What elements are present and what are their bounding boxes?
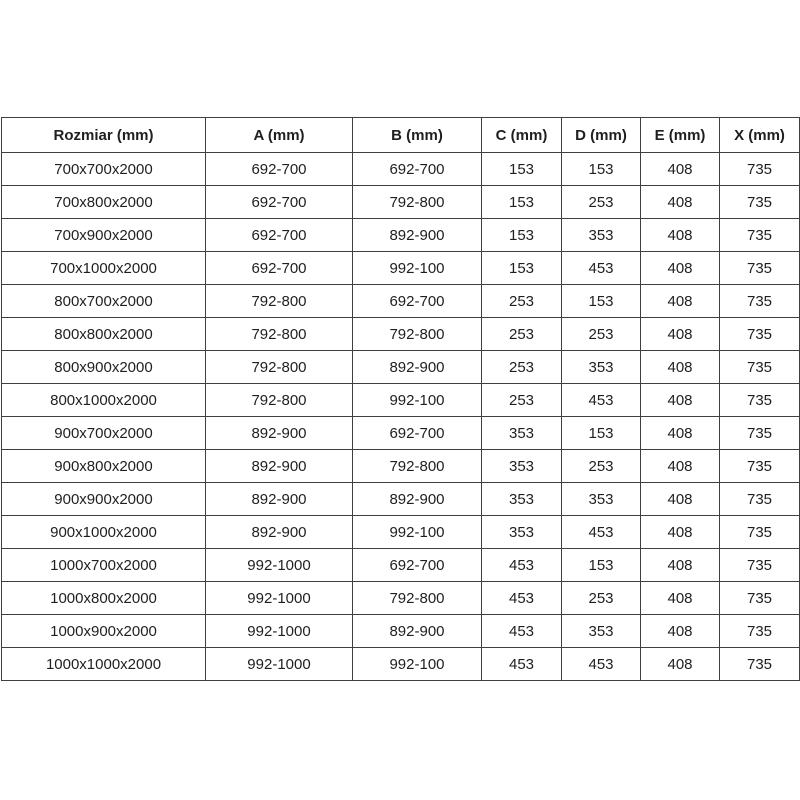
column-header: E (mm)	[641, 118, 720, 153]
table-cell: 408	[641, 483, 720, 516]
table-cell: 735	[720, 450, 800, 483]
table-cell: 453	[482, 549, 562, 582]
table-cell: 153	[482, 186, 562, 219]
table-row	[2, 417, 800, 450]
table-cell: 253	[482, 318, 562, 351]
column-header: Rozmiar (mm)	[2, 118, 206, 153]
table-cell: 700x800x2000	[2, 186, 206, 219]
table-cell: 800x900x2000	[2, 351, 206, 384]
table-cell: 892-900	[353, 615, 482, 648]
table-cell: 792-800	[353, 186, 482, 219]
table-cell: 700x1000x2000	[2, 252, 206, 285]
table-cell: 792-800	[206, 318, 353, 351]
table-cell: 800x1000x2000	[2, 384, 206, 417]
table-cell: 900x800x2000	[2, 450, 206, 483]
table-cell: 792-800	[206, 384, 353, 417]
table-cell: 253	[482, 384, 562, 417]
table-cell: 1000x1000x2000	[2, 648, 206, 681]
table-cell: 353	[562, 219, 641, 252]
table-cell: 153	[482, 219, 562, 252]
table-cell: 253	[562, 186, 641, 219]
table-cell: 153	[562, 153, 641, 186]
table-cell: 735	[720, 549, 800, 582]
table-cell: 735	[720, 384, 800, 417]
table-cell: 353	[562, 483, 641, 516]
table-cell: 692-700	[206, 153, 353, 186]
table-cell: 1000x800x2000	[2, 582, 206, 615]
table-cell: 892-900	[353, 219, 482, 252]
table-cell: 892-900	[206, 483, 353, 516]
table-header	[2, 118, 800, 153]
table-cell: 735	[720, 582, 800, 615]
table-cell: 700x700x2000	[2, 153, 206, 186]
table-cell: 692-700	[353, 549, 482, 582]
table-cell: 453	[562, 252, 641, 285]
table-cell: 692-700	[353, 417, 482, 450]
table-row	[2, 285, 800, 318]
table-cell: 408	[641, 615, 720, 648]
table-cell: 792-800	[353, 318, 482, 351]
table-cell: 353	[482, 450, 562, 483]
table-cell: 453	[562, 384, 641, 417]
table-cell: 892-900	[206, 417, 353, 450]
table-cell: 735	[720, 483, 800, 516]
table-cell: 900x700x2000	[2, 417, 206, 450]
table-cell: 900x1000x2000	[2, 516, 206, 549]
table-cell: 792-800	[206, 285, 353, 318]
table-cell: 453	[562, 516, 641, 549]
table-row	[2, 582, 800, 615]
table-row	[2, 648, 800, 681]
table-cell: 735	[720, 153, 800, 186]
table-cell: 353	[562, 615, 641, 648]
table-cell: 253	[562, 450, 641, 483]
column-header: X (mm)	[720, 118, 800, 153]
table-cell: 892-900	[353, 351, 482, 384]
table-cell: 408	[641, 582, 720, 615]
table-cell: 453	[562, 648, 641, 681]
column-header: A (mm)	[206, 118, 353, 153]
table-cell: 735	[720, 252, 800, 285]
table-cell: 792-800	[206, 351, 353, 384]
table-row	[2, 450, 800, 483]
table-cell: 992-1000	[206, 549, 353, 582]
table-cell: 800x800x2000	[2, 318, 206, 351]
table-cell: 1000x900x2000	[2, 615, 206, 648]
table-cell: 453	[482, 648, 562, 681]
table-cell: 153	[482, 252, 562, 285]
table-cell: 735	[720, 417, 800, 450]
table-cell: 992-1000	[206, 648, 353, 681]
table-row	[2, 516, 800, 549]
table-cell: 408	[641, 153, 720, 186]
header-row	[2, 118, 800, 153]
table-cell: 408	[641, 648, 720, 681]
table-cell: 700x900x2000	[2, 219, 206, 252]
table-cell: 408	[641, 252, 720, 285]
table-cell: 892-900	[206, 516, 353, 549]
table-cell: 992-100	[353, 648, 482, 681]
table-row	[2, 252, 800, 285]
table-cell: 408	[641, 549, 720, 582]
table-cell: 900x900x2000	[2, 483, 206, 516]
table-cell: 892-900	[206, 450, 353, 483]
table-row	[2, 186, 800, 219]
table-cell: 692-700	[353, 153, 482, 186]
table-cell: 408	[641, 516, 720, 549]
table-cell: 800x700x2000	[2, 285, 206, 318]
table-cell: 735	[720, 318, 800, 351]
table-row	[2, 351, 800, 384]
table-cell: 992-1000	[206, 615, 353, 648]
table-cell: 992-100	[353, 252, 482, 285]
table-cell: 735	[720, 648, 800, 681]
table-cell: 892-900	[353, 483, 482, 516]
column-header: C (mm)	[482, 118, 562, 153]
table-row	[2, 219, 800, 252]
table-cell: 453	[482, 615, 562, 648]
table-cell: 692-700	[206, 219, 353, 252]
table-cell: 692-700	[353, 285, 482, 318]
table-cell: 992-100	[353, 384, 482, 417]
table-cell: 408	[641, 384, 720, 417]
size-spec-table	[1, 117, 800, 681]
table-cell: 153	[562, 417, 641, 450]
table-row	[2, 318, 800, 351]
table-cell: 153	[562, 285, 641, 318]
table-cell: 735	[720, 186, 800, 219]
table-row	[2, 384, 800, 417]
table-row	[2, 483, 800, 516]
table-cell: 353	[482, 483, 562, 516]
table-cell: 408	[641, 417, 720, 450]
table-cell: 353	[482, 516, 562, 549]
table-cell: 735	[720, 351, 800, 384]
table-cell: 153	[562, 549, 641, 582]
table-cell: 692-700	[206, 252, 353, 285]
table-cell: 253	[562, 582, 641, 615]
table-cell: 408	[641, 351, 720, 384]
table-cell: 692-700	[206, 186, 353, 219]
table-cell: 353	[562, 351, 641, 384]
table-cell: 792-800	[353, 582, 482, 615]
table-cell: 408	[641, 450, 720, 483]
table-cell: 408	[641, 219, 720, 252]
table-cell: 353	[482, 417, 562, 450]
table-cell: 992-1000	[206, 582, 353, 615]
table-cell: 735	[720, 219, 800, 252]
table-cell: 735	[720, 285, 800, 318]
table-row	[2, 549, 800, 582]
table-cell: 735	[720, 516, 800, 549]
column-header: D (mm)	[562, 118, 641, 153]
table-cell: 408	[641, 318, 720, 351]
table-row	[2, 615, 800, 648]
table-cell: 408	[641, 285, 720, 318]
table-cell: 735	[720, 615, 800, 648]
column-header: B (mm)	[353, 118, 482, 153]
table-cell: 153	[482, 153, 562, 186]
table-row	[2, 153, 800, 186]
table-cell: 253	[482, 351, 562, 384]
table-cell: 992-100	[353, 516, 482, 549]
table-cell: 408	[641, 186, 720, 219]
table-body	[2, 153, 800, 681]
table-cell: 253	[482, 285, 562, 318]
table-cell: 1000x700x2000	[2, 549, 206, 582]
table-cell: 453	[482, 582, 562, 615]
table-cell: 253	[562, 318, 641, 351]
table-cell: 792-800	[353, 450, 482, 483]
